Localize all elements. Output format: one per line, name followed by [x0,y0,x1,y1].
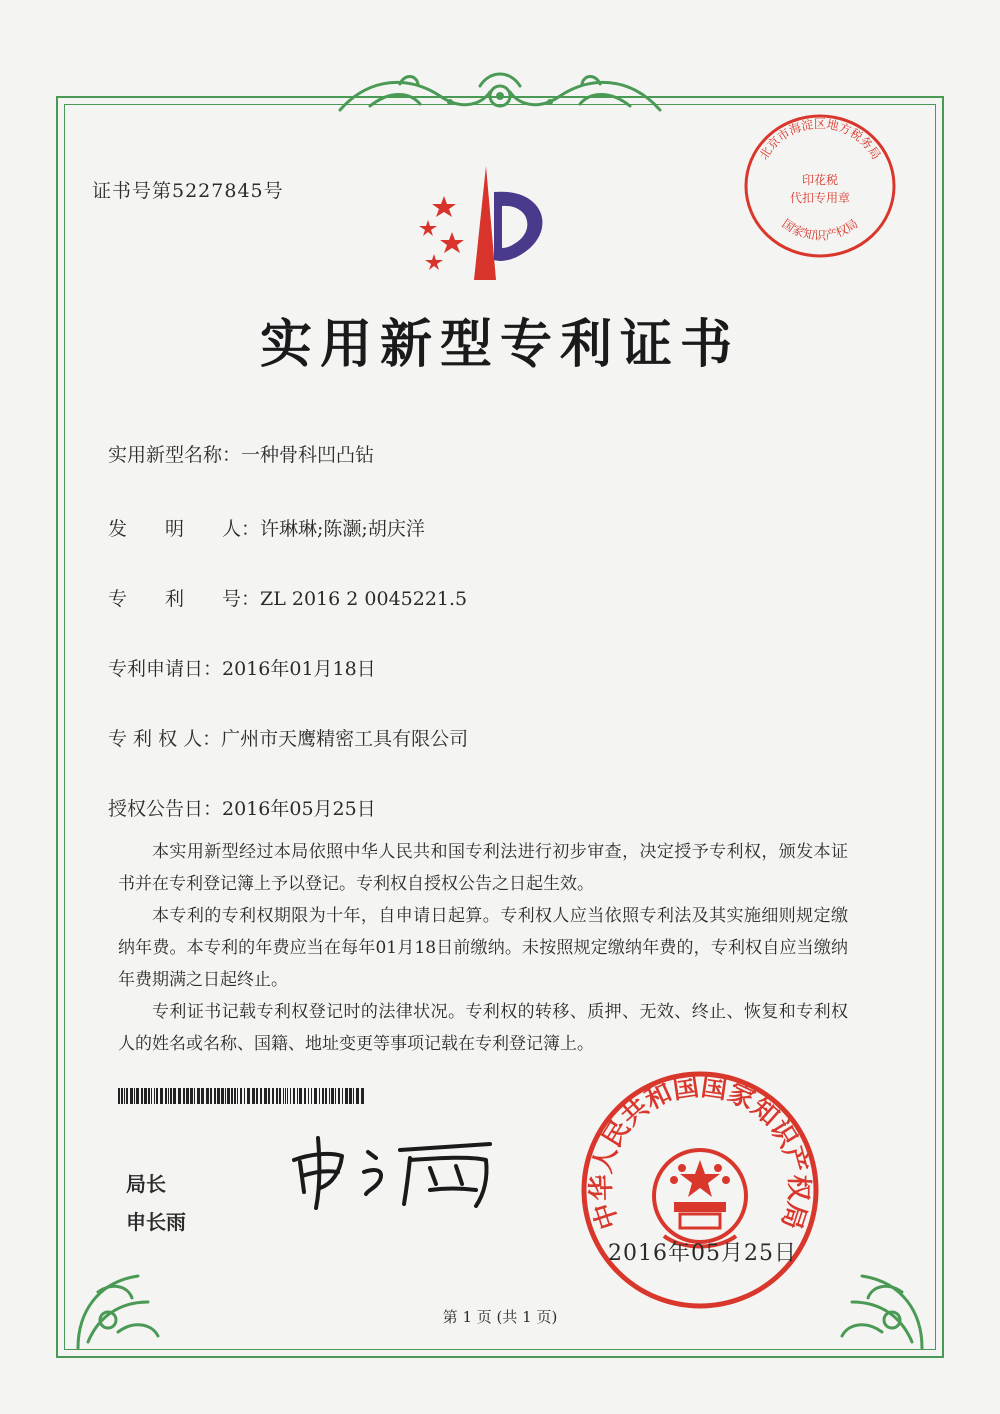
svg-text:国家知识产权局 [779,217,860,243]
field-value: 一种骨科凹凸钻 [241,444,375,466]
field-label: 专 利 权 人： [108,728,222,750]
field-value: 许琳琳;陈灏;胡庆洋 [260,518,425,540]
field-utility-model-name [108,440,374,467]
tax-stamp-ring-text: 北京市海淀区地方税务局 [756,117,884,162]
patent-office-emblem [410,162,560,286]
field-value: ZL 2016 2 0045221.5 [260,588,468,610]
paragraph: 专利证书记载专利权登记时的法律状况。专利权的转移、质押、无效、终止、恢复和专利权人的姓名或名称、国籍、地址变更等事项记载在专利登记簿上。 [118,1002,848,1054]
certificate-number: 证书号第5227845号 [92,180,284,202]
page-title: 实用新型专利证书 [259,314,740,375]
field-value: 广州市天鹰精密工具有限公司 [221,728,469,750]
svg-text:北京市海淀区地方税务局 [757,116,884,162]
field-label: 发 明 人： [108,518,261,540]
tax-stamp-bottom-text: 国家知识产权局 [779,216,861,243]
seal-date: 2016年05月25日 [608,1241,797,1266]
field-application-date [108,654,376,681]
paragraph: 本实用新型经过本局依照中华人民共和国专利法进行初步审查，决定授予专利权，颁发本证书并在专利登记簿上予以登记。专利权自授权公告之日起生效。 [118,842,848,894]
field-grant-date [108,794,376,821]
field-value: 2016年05月25日 [222,798,376,820]
tax-stamp-center-2: 代扣专用章 [789,191,851,205]
signatory-name: 申长雨 [126,1210,186,1234]
paragraph: 本专利的专利权期限为十年，自申请日起算。专利权人应当依照专利法及其实施细则规定缴纳年费。本专利的年费应当在每年01月18日前缴纳。未按照规定缴纳年费的，专利权自应当缴纳年费期满之日起终止。 [118,906,848,990]
page-number: 第 1 页 (共 1 页) [442,1308,558,1326]
body-paragraphs [118,836,848,1060]
field-patent-number [108,584,467,611]
seal-ring-text: 中华人民共和国国家知识产权局 [586,1071,814,1233]
signatory-title: 局长 [126,1172,166,1196]
top-ornament [330,66,670,122]
field-value: 2016年01月18日 [222,658,376,680]
field-label: 专利申请日： [108,658,223,680]
tax-stamp [740,112,900,260]
field-inventors [108,514,425,541]
field-label: 专 利 号： [108,588,261,610]
field-label: 授权公告日： [108,798,223,820]
official-seal [578,1068,822,1312]
barcode [118,1088,368,1104]
handwritten-signature [280,1132,510,1212]
tax-stamp-center-1: 印花税 [801,173,839,187]
national-emblem-icon [654,1150,746,1247]
field-patentee [108,724,468,751]
field-label: 实用新型名称： [108,444,242,466]
